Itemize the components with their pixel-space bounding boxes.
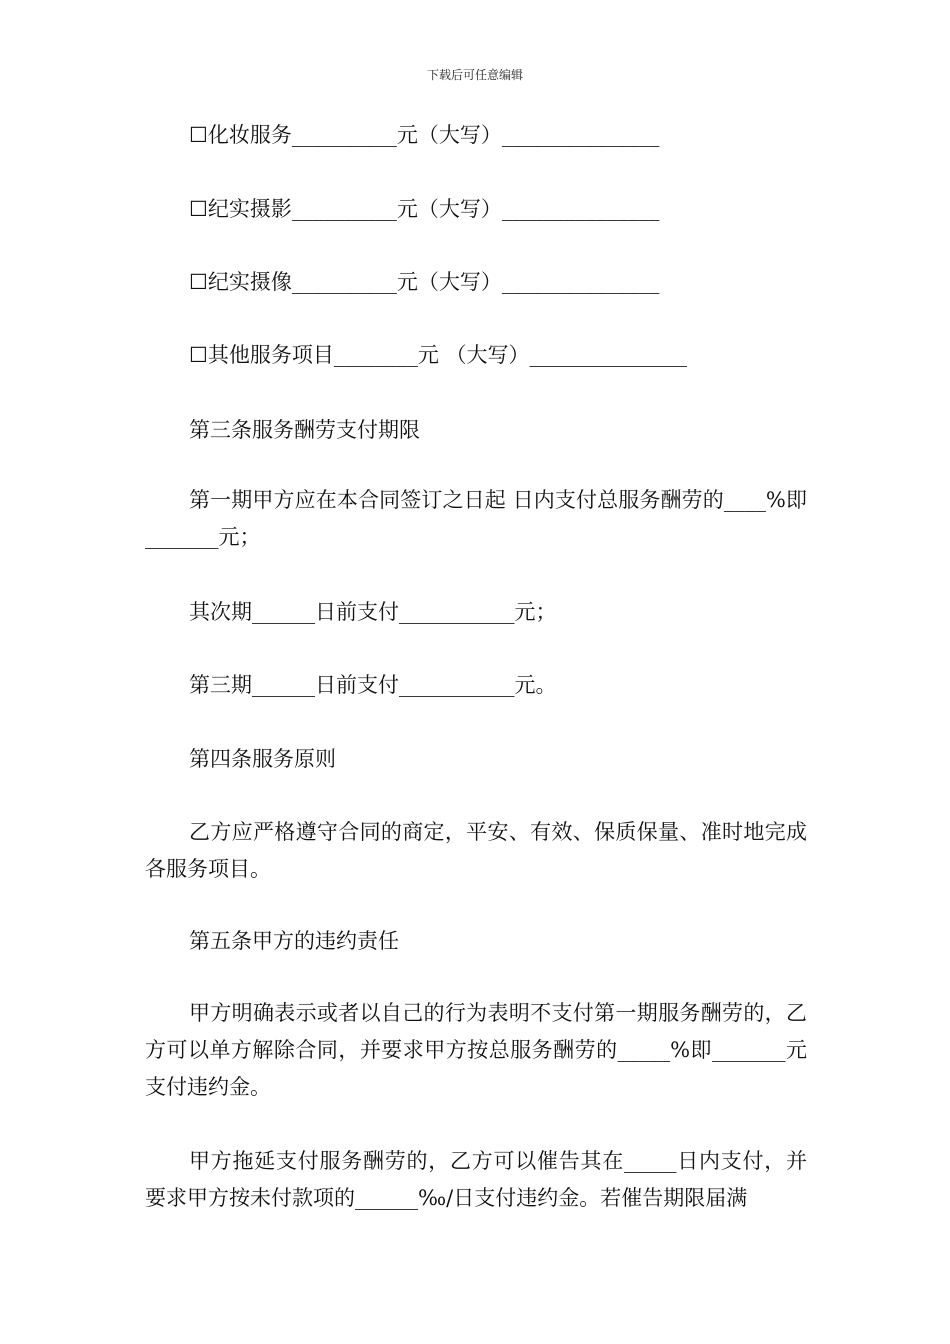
service-item-other: ☐其他服务项目________元 （大写）_______________: [189, 343, 688, 367]
article4-body: 乙方应严格遵守合同的商定，平安、有效、保质保量、准时地完成各服务项目。: [145, 820, 807, 881]
service-item-videography: ☐纪实摄像__________元（大写）_______________: [189, 270, 660, 294]
article5-heading: 第五条甲方的违约责任: [189, 929, 399, 953]
article3-heading: 第三条服务酬劳支付期限: [189, 418, 420, 442]
header-note: 下载后可任意编辑: [426, 68, 523, 82]
article5-para2: 甲方拖延支付服务酬劳的，乙方可以催告其在_____日内支付，并要求甲方按未付款项的______‰/日支付违约金。若催告期限届满: [145, 1149, 807, 1210]
service-item-makeup: ☐化妆服务__________元（大写）_______________: [189, 123, 660, 147]
article3-phase2: 其次期______日前支付___________元；: [189, 600, 557, 624]
article4-heading: 第四条服务原则: [189, 747, 336, 771]
service-item-photography: ☐纪实摄影__________元（大写）_______________: [189, 197, 660, 221]
article3-phase1: 第一期甲方应在本合同签订之日起 日内支付总服务酬劳的____%即_______元；: [145, 488, 807, 549]
article5-para1: 甲方明确表示或者以自己的行为表明不支付第一期服务酬劳的，乙方可以单方解除合同，并要求甲方按总服务酬劳的_____%即_______元支付违约金。: [145, 1001, 807, 1099]
article3-phase3: 第三期______日前支付___________元。: [189, 673, 557, 697]
